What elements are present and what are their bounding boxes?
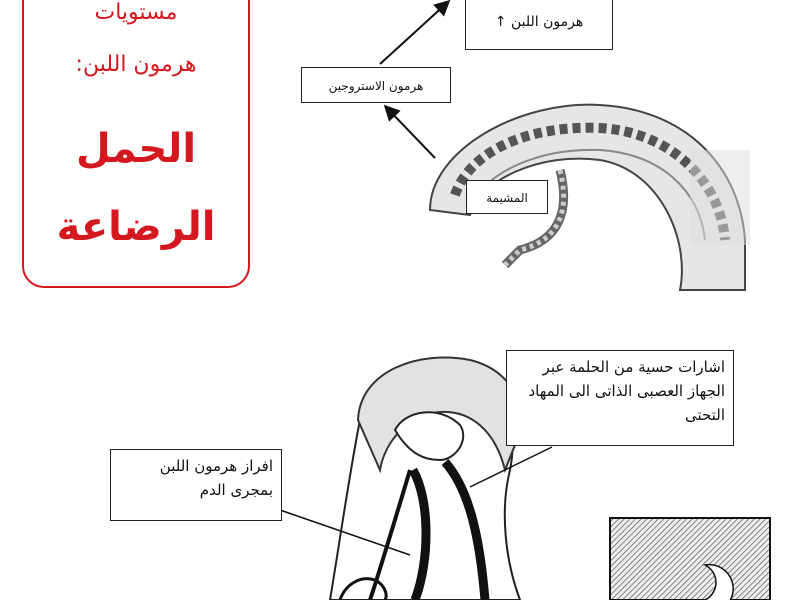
title-line-prolactin: هرمون اللبن: <box>75 52 197 77</box>
label-sensory-signals: اشارات حسية من الحلمة عبر الجهاز العصبى الذاتى الى المهاد التحتى <box>506 350 734 446</box>
title-line-levels: مستويات <box>94 0 178 25</box>
label-estrogen: هرمون الاستروجين <box>301 67 451 103</box>
title-lactation: الرضاعة <box>56 204 216 250</box>
night-panel <box>610 518 770 600</box>
label-prolactin-release: افراز هرمون اللبن بمجرى الدم <box>110 449 282 521</box>
title-box <box>22 0 250 288</box>
title-pregnancy: الحمل <box>75 126 197 172</box>
label-placenta: المشيمة <box>466 180 548 214</box>
breastfeeding-illustration <box>330 358 521 600</box>
arrow-placenta-to-estrogen <box>386 107 435 158</box>
arrow-estrogen-to-prolactin <box>380 2 448 64</box>
label-prolactin-increase: هرمون اللبن ↑ <box>465 0 613 50</box>
